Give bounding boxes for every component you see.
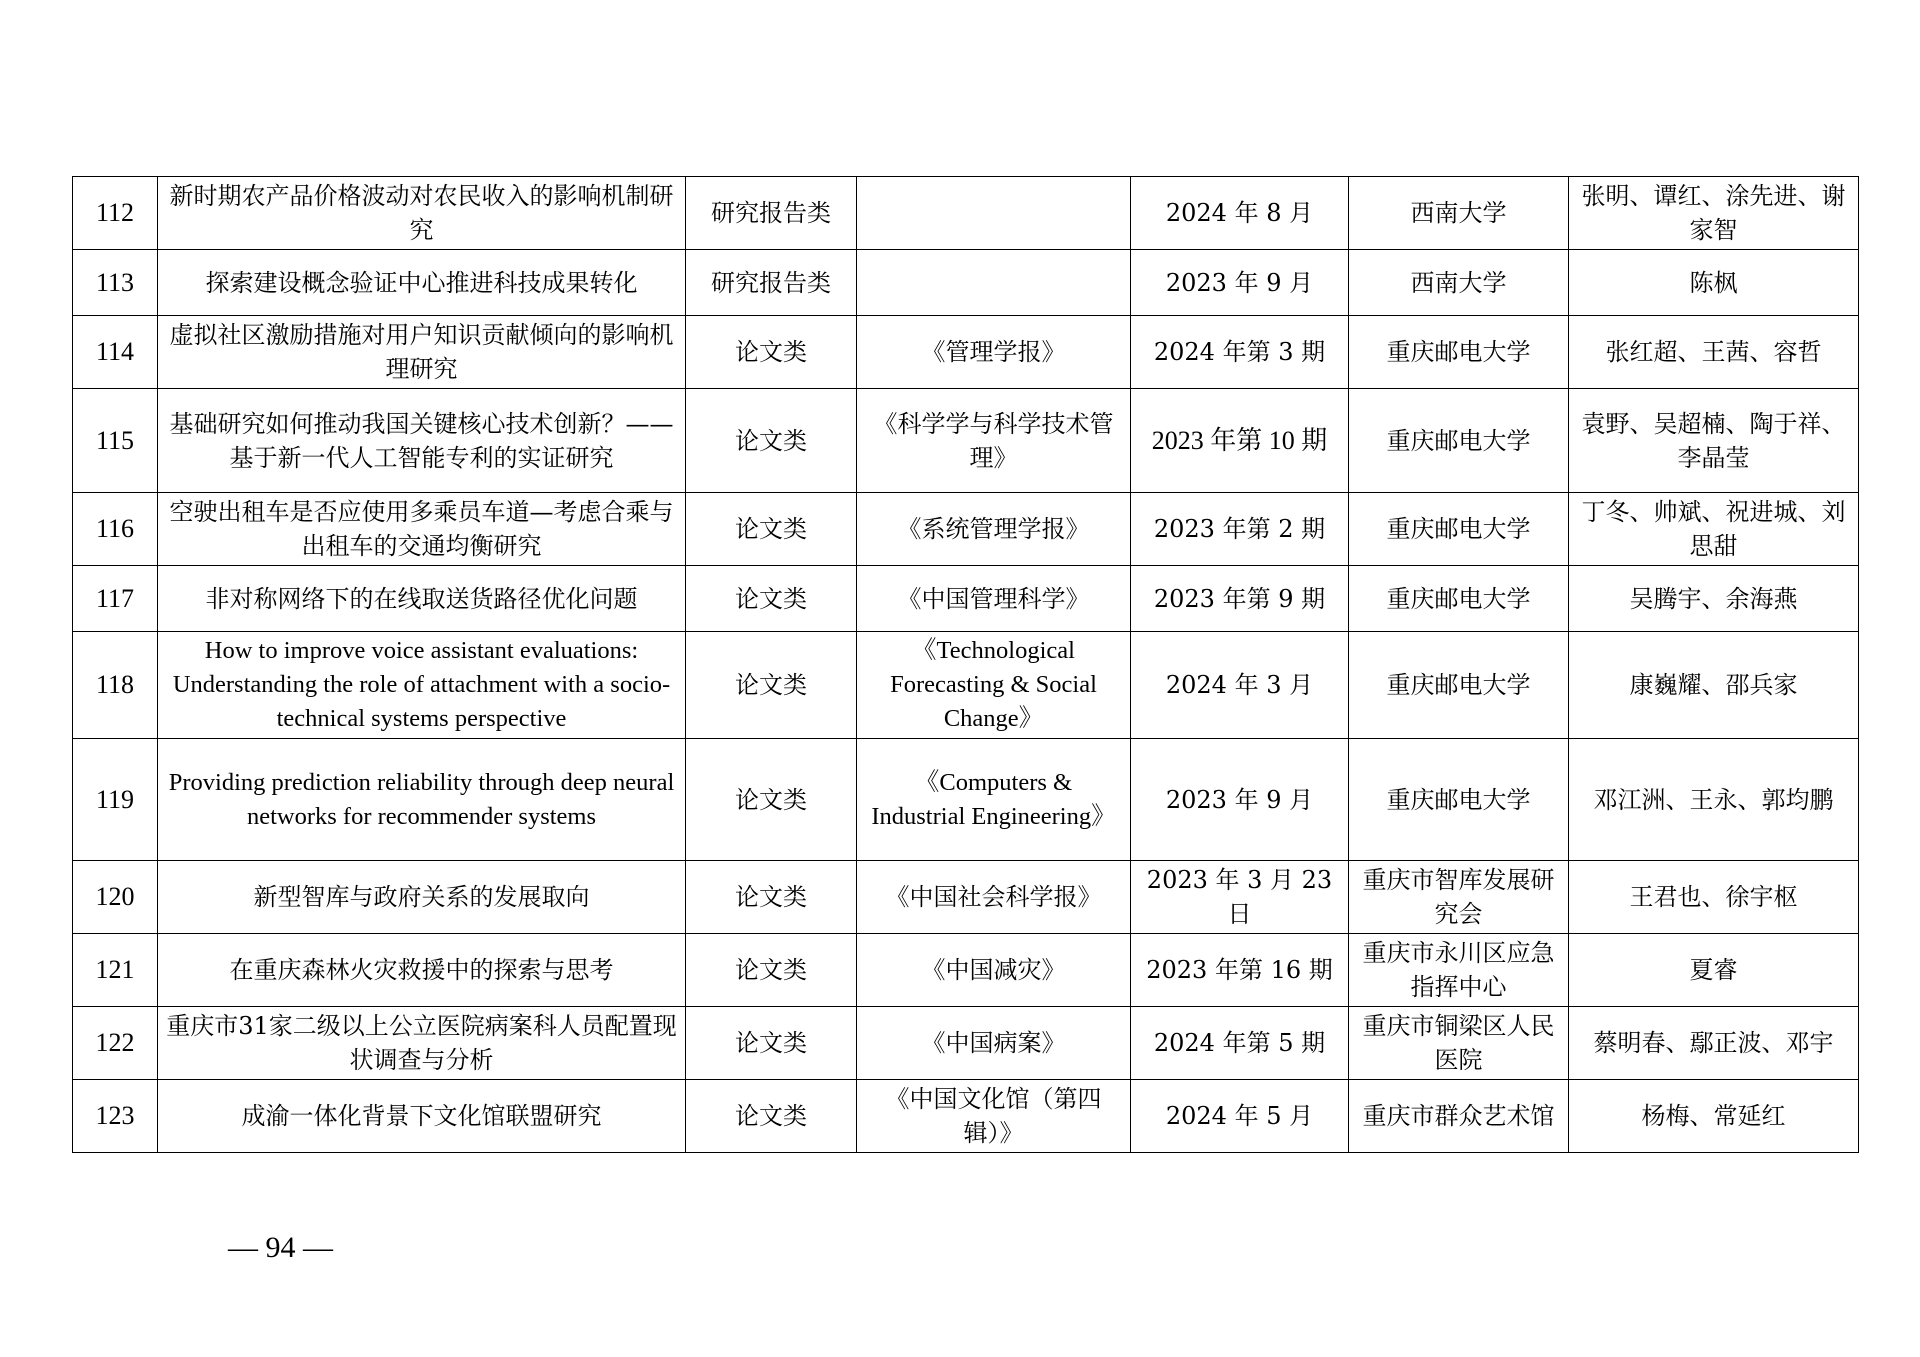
cell-unit: 重庆市智库发展研究会 [1349,861,1569,934]
cell-authors: 陈枫 [1569,250,1859,316]
cell-date: 2024 年 3 月 [1131,632,1349,739]
cell-category: 研究报告类 [686,177,857,250]
cell-date: 2023 年 9 月 [1131,739,1349,861]
cell-date: 2023 年第 9 期 [1131,566,1349,632]
table-row [73,739,1859,861]
cell-no: 123 [73,1080,158,1153]
cell-date: 2024 年第 5 期 [1131,1007,1349,1080]
page-number: — 94 — [228,1231,333,1264]
cell-authors: 吴腾宇、余海燕 [1569,566,1859,632]
cell-unit: 重庆市群众艺术馆 [1349,1080,1569,1153]
cell-no: 119 [73,739,158,861]
cell-title: 探索建设概念验证中心推进科技成果转化 [158,250,686,316]
table-row [73,1080,1859,1153]
cell-publication: 《Computers & Industrial Engineering》 [857,739,1131,861]
cell-unit: 重庆市铜梁区人民医院 [1349,1007,1569,1080]
cell-title: 新型智库与政府关系的发展取向 [158,861,686,934]
table-row [73,389,1859,493]
cell-date: 2023 年第 10 期 [1131,389,1349,493]
cell-title: 在重庆森林火灾救援中的探索与思考 [158,934,686,1007]
cell-date: 2024 年第 3 期 [1131,316,1349,389]
records-table [72,176,1859,1153]
cell-publication [857,177,1131,250]
cell-authors: 康巍耀、邵兵家 [1569,632,1859,739]
cell-authors: 王君也、徐宇枢 [1569,861,1859,934]
cell-title: Providing prediction reliability through deep neural networks for recommender systems [158,739,686,861]
cell-category: 论文类 [686,632,857,739]
cell-date: 2024 年 8 月 [1131,177,1349,250]
table-row [73,861,1859,934]
cell-publication: 《科学学与科学技术管理》 [857,389,1131,493]
cell-title: 虚拟社区激励措施对用户知识贡献倾向的影响机理研究 [158,316,686,389]
cell-unit: 重庆邮电大学 [1349,316,1569,389]
cell-publication: 《中国文化馆（第四辑）》 [857,1080,1131,1153]
cell-no: 112 [73,177,158,250]
cell-date: 2023 年 9 月 [1131,250,1349,316]
cell-unit: 西南大学 [1349,177,1569,250]
cell-unit: 重庆邮电大学 [1349,632,1569,739]
cell-unit: 重庆邮电大学 [1349,493,1569,566]
cell-authors: 张明、谭红、涂先进、谢家智 [1569,177,1859,250]
cell-title: 成渝一体化背景下文化馆联盟研究 [158,1080,686,1153]
cell-title: 基础研究如何推动我国关键核心技术创新？——基于新一代人工智能专利的实证研究 [158,389,686,493]
cell-category: 研究报告类 [686,250,857,316]
table-row [73,1007,1859,1080]
cell-authors: 邓江洲、王永、郭均鹏 [1569,739,1859,861]
cell-no: 121 [73,934,158,1007]
cell-title: How to improve voice assistant evaluations: Understanding the role of attachment with a socio-technical systems perspective [158,632,686,739]
cell-unit: 重庆市永川区应急指挥中心 [1349,934,1569,1007]
cell-authors: 张红超、王茜、容哲 [1569,316,1859,389]
cell-publication: 《中国社会科学报》 [857,861,1131,934]
cell-no: 116 [73,493,158,566]
cell-authors: 夏睿 [1569,934,1859,1007]
cell-publication: 《Technological Forecasting & Social Change》 [857,632,1131,739]
cell-date: 2023 年第 16 期 [1131,934,1349,1007]
cell-category: 论文类 [686,1007,857,1080]
table-row [73,493,1859,566]
cell-publication: 《中国病案》 [857,1007,1131,1080]
cell-category: 论文类 [686,389,857,493]
cell-publication: 《中国管理科学》 [857,566,1131,632]
cell-category: 论文类 [686,861,857,934]
table-row [73,316,1859,389]
cell-unit: 西南大学 [1349,250,1569,316]
cell-date: 2023 年第 2 期 [1131,493,1349,566]
cell-date: 2024 年 5 月 [1131,1080,1349,1153]
table-row [73,566,1859,632]
cell-unit: 重庆邮电大学 [1349,566,1569,632]
cell-authors: 杨梅、常延红 [1569,1080,1859,1153]
table-row [73,934,1859,1007]
cell-category: 论文类 [686,739,857,861]
cell-authors: 蔡明春、鄢正波、邓宇 [1569,1007,1859,1080]
cell-no: 118 [73,632,158,739]
table-row [73,250,1859,316]
cell-title: 非对称网络下的在线取送货路径优化问题 [158,566,686,632]
cell-no: 120 [73,861,158,934]
cell-no: 114 [73,316,158,389]
cell-category: 论文类 [686,934,857,1007]
cell-title: 重庆市31家二级以上公立医院病案科人员配置现状调查与分析 [158,1007,686,1080]
cell-title: 新时期农产品价格波动对农民收入的影响机制研究 [158,177,686,250]
cell-category: 论文类 [686,316,857,389]
table-row [73,632,1859,739]
cell-no: 115 [73,389,158,493]
cell-category: 论文类 [686,1080,857,1153]
cell-publication: 《管理学报》 [857,316,1131,389]
cell-no: 113 [73,250,158,316]
cell-publication: 《中国减灾》 [857,934,1131,1007]
cell-authors: 丁冬、帅斌、祝进城、刘思甜 [1569,493,1859,566]
table-row [73,177,1859,250]
cell-unit: 重庆邮电大学 [1349,739,1569,861]
cell-unit: 重庆邮电大学 [1349,389,1569,493]
cell-no: 122 [73,1007,158,1080]
cell-publication: 《系统管理学报》 [857,493,1131,566]
cell-no: 117 [73,566,158,632]
cell-date: 2023 年 3 月 23 日 [1131,861,1349,934]
cell-publication [857,250,1131,316]
cell-category: 论文类 [686,493,857,566]
cell-authors: 袁野、吴超楠、陶于祥、李晶莹 [1569,389,1859,493]
cell-title: 空驶出租车是否应使用多乘员车道—考虑合乘与出租车的交通均衡研究 [158,493,686,566]
cell-category: 论文类 [686,566,857,632]
